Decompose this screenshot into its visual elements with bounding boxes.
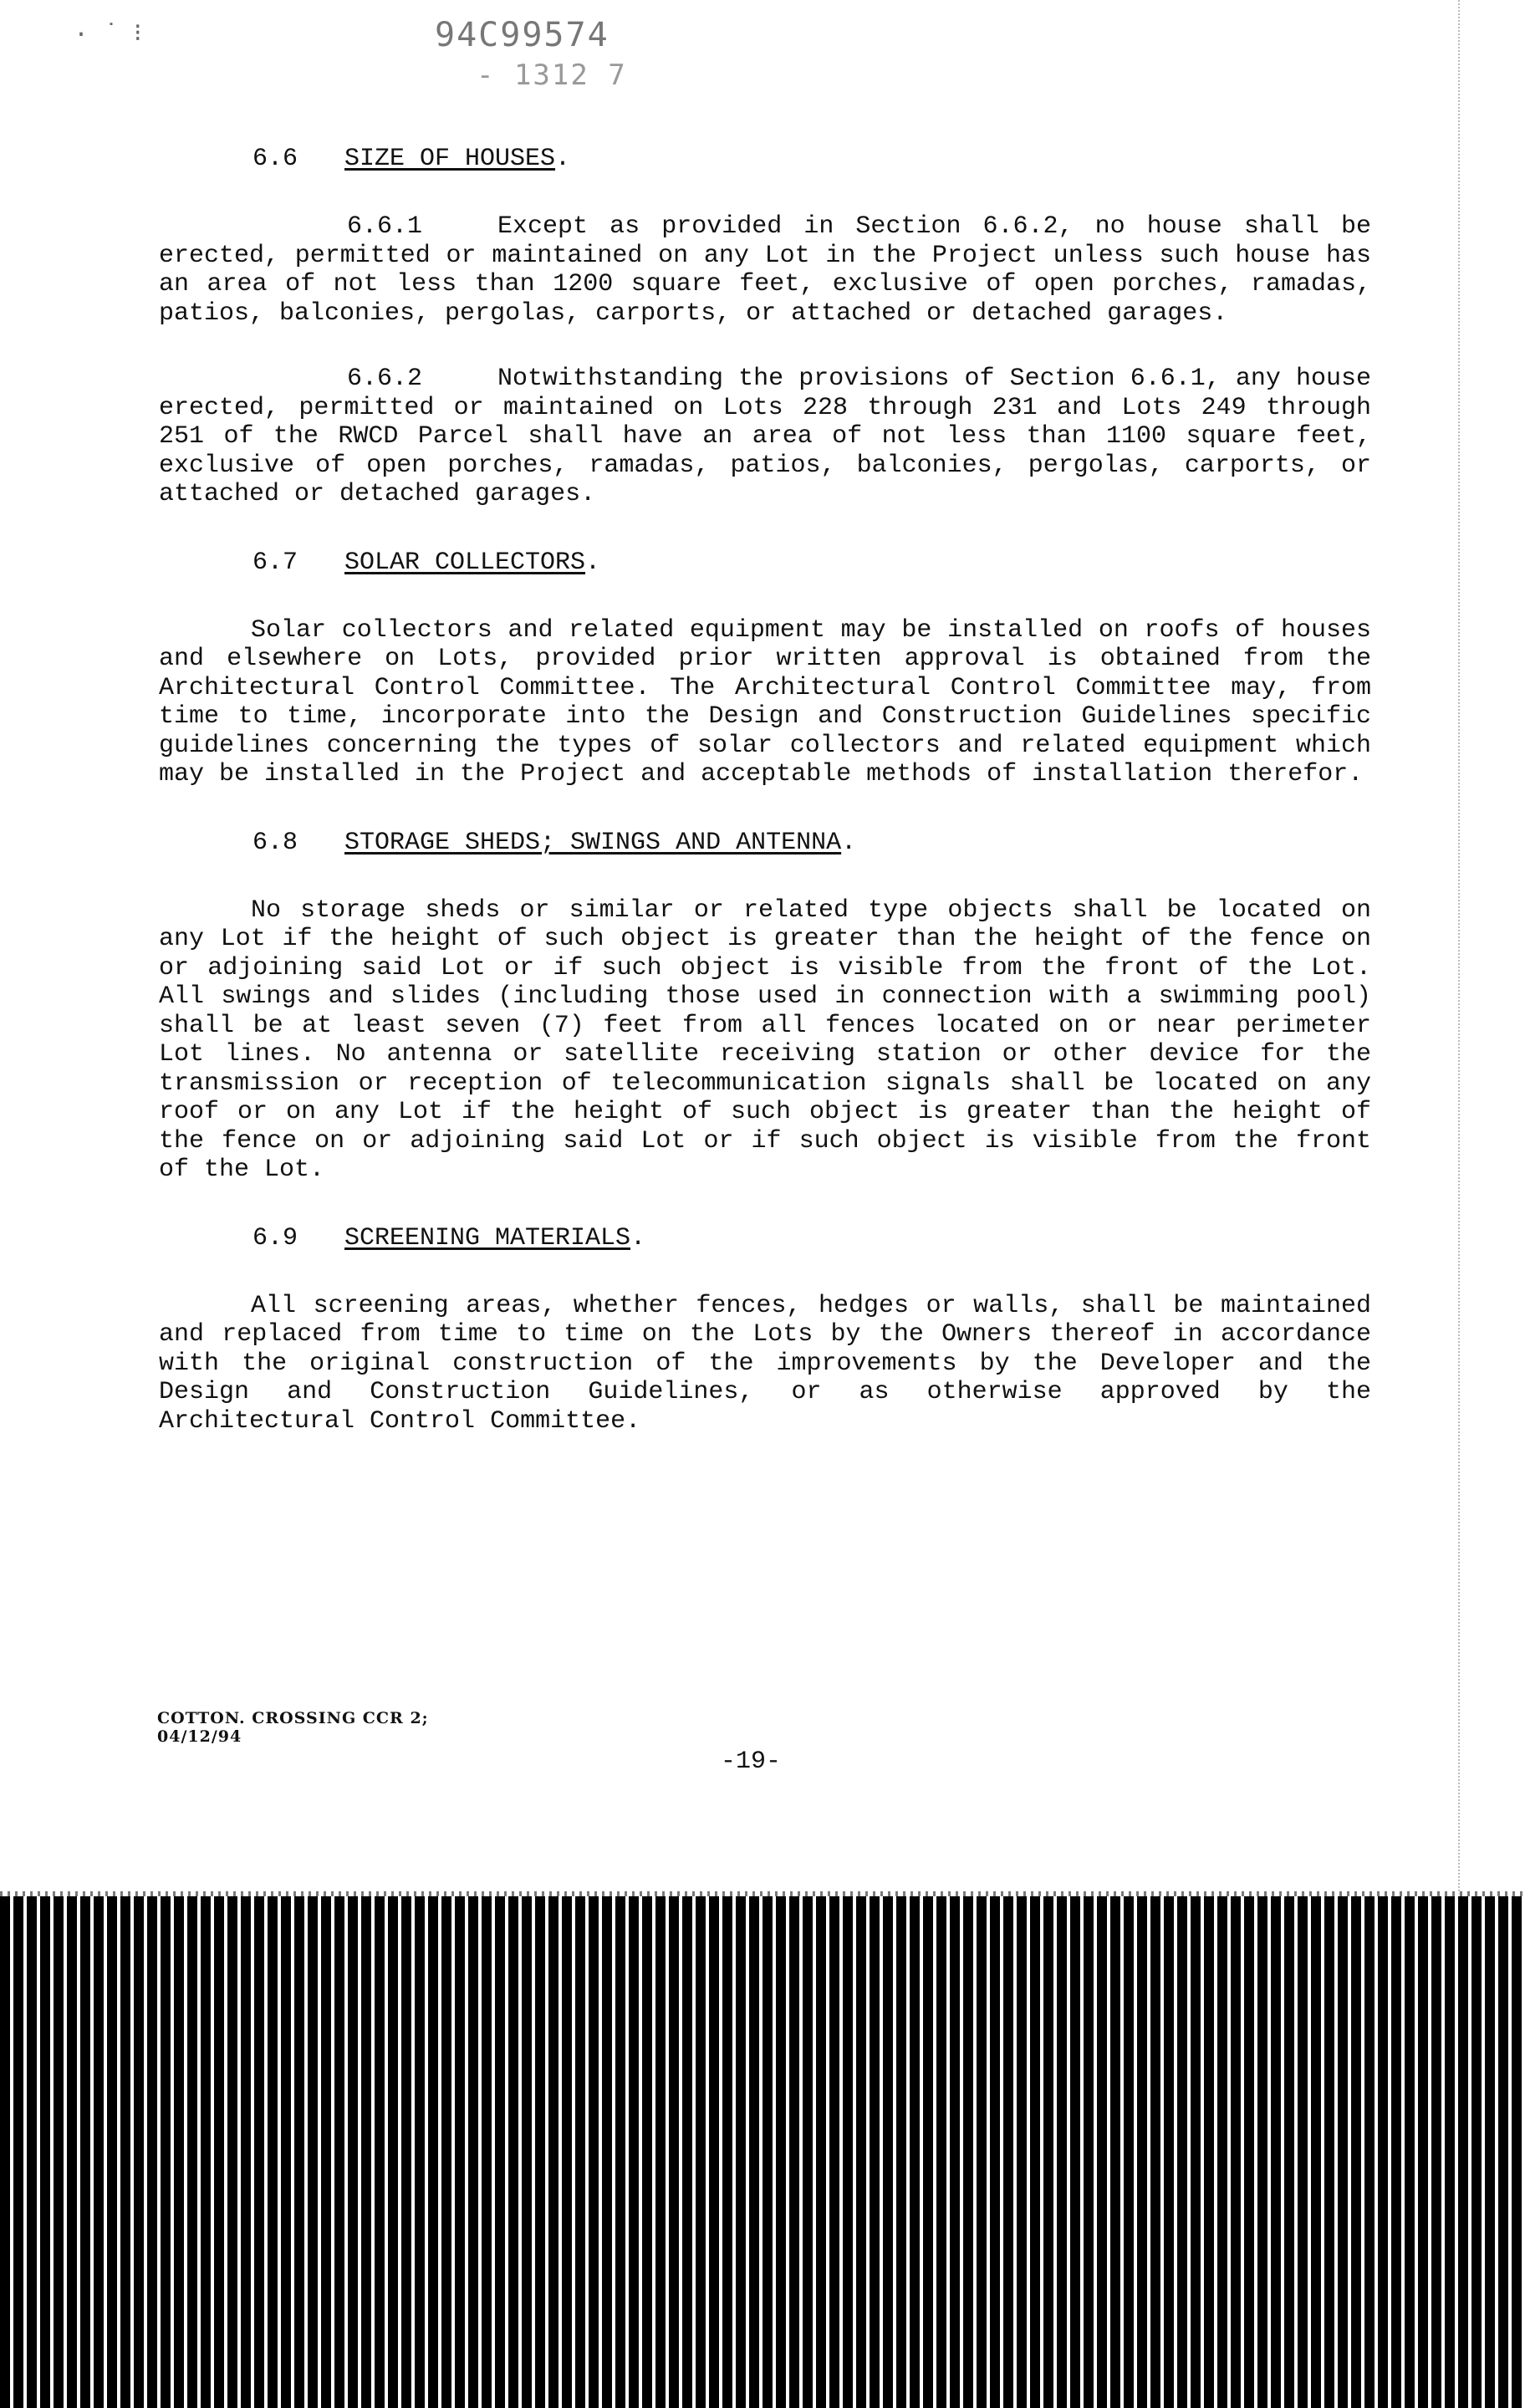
document-body <box>159 142 1371 1472</box>
section-heading-6-7: 6.7 SOLAR COLLECTORS. <box>159 546 1371 579</box>
section-number: 6.7 <box>252 548 298 577</box>
section-heading-6-8: 6.8 STORAGE SHEDS; SWINGS AND ANTENNA. <box>159 826 1371 860</box>
recording-stamp <box>435 15 627 95</box>
page-number: -19- <box>721 1747 782 1776</box>
paragraph-6-8 <box>159 896 1371 1185</box>
scan-edge <box>1458 0 1466 1898</box>
section-title: SOLAR COLLECTORS <box>344 548 586 577</box>
document-identifier-date: 04/12/94 <box>157 1727 242 1746</box>
stamp-sub-number: - 1312 7 <box>477 59 627 92</box>
section-heading-6-6: 6.6 SIZE OF HOUSES. <box>159 142 1371 176</box>
document-identifier <box>157 1709 429 1746</box>
paragraph-text: Solar collectors and related equipment may be installed on roofs of houses and elsewhere on Lots, provided prior written approval is obtained from the Architectural Control Committee. The Architectural Control Committee may, from time to time, incorporate into the Design and Construction Guidelines specific guidelines concerning the types of solar collectors and related equipment which may be installed in the Project and acceptable methods of installation therefor. <box>159 615 1371 788</box>
paragraph-6-9 <box>159 1292 1371 1436</box>
paragraph-text: Notwithstanding the provisions of Section 6.6.1, any house erected, permitted or maintained on Lots 228 through 231 and Lots 249 through 251 of the RWCD Parcel shall have an area of not less than 1100 square feet, exclusive of open porches, ramadas, patios, balconies, pergolas, carports, or attached or detached garages. <box>159 365 1371 508</box>
section-title: STORAGE SHEDS; SWINGS AND ANTENNA <box>344 828 842 857</box>
section-number: 6.8 <box>252 828 298 857</box>
stamp-number: 94C99574 <box>435 16 609 54</box>
paragraph-text: All screening areas, whether fences, hedges or walls, shall be maintained and replaced from time to time on the Lots by the Owners thereof in accordance with the original construction of the improvements by the Developer and the Design and Construction Guidelines, or as otherwise approved by the Architectural Control Committee. <box>159 1291 1371 1436</box>
paragraph-6-6-2 <box>159 365 1371 509</box>
subsection-number: 6.6.1 <box>347 212 423 241</box>
section-title: SIZE OF HOUSES <box>344 145 556 173</box>
section-number: 6.6 <box>252 145 298 173</box>
section-number: 6.9 <box>252 1223 298 1252</box>
scan-marks: · ˙ ⁝ <box>74 21 142 49</box>
section-title: SCREENING MATERIALS <box>344 1223 631 1252</box>
subsection-number: 6.6.2 <box>347 365 423 393</box>
paragraph-6-7 <box>159 616 1371 789</box>
document-identifier-name: COTTON. CROSSING CCR 2; <box>157 1709 429 1727</box>
paragraph-6-6-1 <box>159 212 1371 328</box>
paragraph-text: No storage sheds or similar or related type objects shall be located on any Lot if the height of such object is greater than the height of the fence on or adjoining said Lot or if such object is visible from the front of the Lot. All swings and slides (including those used in connection with a swimming pool) shall be at least seven (7) feet from all fences located on or near perimeter Lot lines. No antenna or satellite receiving station or other device for the transmission or reception of telecommunication signals shall be located on any roof or on any Lot if the height of such object is greater than the height of the fence on or adjoining said Lot or if such object is visible from the front of the Lot. <box>159 895 1371 1184</box>
paragraph-text: Except as provided in Section 6.6.2, no house shall be erected, permitted or maintained on any Lot in the Project unless such house has an area of not less than 1200 square feet, exclusive of open porches, ramadas, patios, balconies, pergolas, carports, or attached or detached garages. <box>159 212 1371 328</box>
section-heading-6-9: 6.9 SCREENING MATERIALS. <box>159 1222 1371 1255</box>
scan-artifact-stripes <box>0 1896 1525 2408</box>
